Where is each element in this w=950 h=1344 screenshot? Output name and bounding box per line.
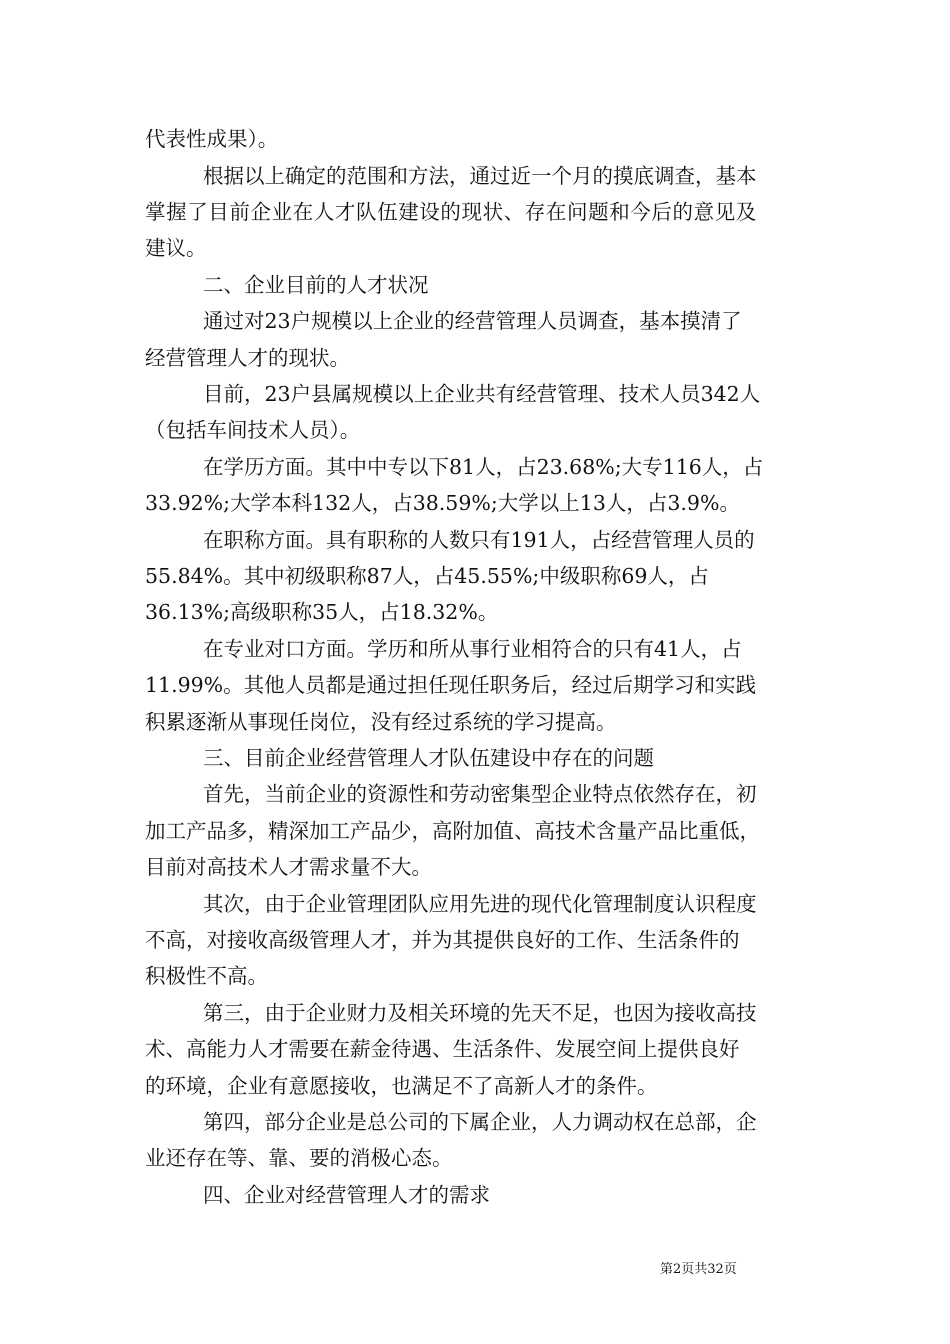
section-heading-3: 三、目前企业经营管理人才队伍建设中存在的问题 [203,746,654,770]
section-heading-4: 四、企业对经营管理人才的需求 [203,1183,490,1207]
text-line-19: 首先，当前企业的资源性和劳动密集型企业特点依然存在，初 [203,782,757,806]
text-line-3: 掌握了目前企业在人才队伍建设的现状、存在问题和今后的意见及 [145,200,757,224]
text-line-1: 代表性成果）。 [145,127,279,151]
text-line-2: 根据以上确定的范围和方法，通过近一个月的摸底调查，基本 [203,164,757,188]
text-line-4: 建议。 [145,236,207,260]
text-line-15: 在专业对口方面。学历和所从事行业相符合的只有41人，占 [203,637,742,661]
text-line-17: 积累逐渐从事现任岗位，没有经过系统的学习提高。 [145,710,617,734]
text-line-13: 55.84%。其中初级职称87人，占45.55%;中级职称69人，占 [145,564,709,588]
text-line-6: 通过对23户规模以上企业的经营管理人员调查，基本摸清了 [203,309,742,333]
text-line-9: （包括车间技术人员）。 [145,418,361,442]
text-line-26: 术、高能力人才需要在薪金待遇、生活条件、发展空间上提供良好 [145,1037,740,1061]
text-line-21: 目前对高技术人才需求量不大。 [145,855,432,879]
text-line-22: 其次，由于企业管理团队应用先进的现代化管理制度认识程度 [203,892,757,916]
text-line-12: 在职称方面。具有职称的人数只有191人，占经营管理人员的 [203,528,755,552]
text-line-7: 经营管理人才的现状。 [145,346,350,370]
text-line-28: 第四，部分企业是总公司的下属企业，人力调动权在总部，企 [203,1110,757,1134]
page-number-footer: 第2页共32页 [660,1262,737,1277]
section-heading-2: 二、企业目前的人才状况 [203,273,429,297]
text-line-27: 的环境，企业有意愿接收，也满足不了高新人才的条件。 [145,1074,658,1098]
text-line-20: 加工产品多，精深加工产品少，高附加值、高技术含量产品比重低， [145,819,760,843]
text-line-25: 第三，由于企业财力及相关环境的先天不足，也因为接收高技 [203,1001,757,1025]
text-line-11: 33.92%;大学本科132人，占38.59%;大学以上13人，占3.9%。 [145,491,740,515]
text-line-24: 积极性不高。 [145,964,268,988]
text-line-8: 目前，23户县属规模以上企业共有经营管理、技术人员342人 [203,382,761,406]
text-line-23: 不高，对接收高级管理人才，并为其提供良好的工作、生活条件的 [145,928,740,952]
text-line-16: 11.99%。其他人员都是通过担任现任职务后，经过后期学习和实践 [145,673,757,697]
text-line-10: 在学历方面。其中中专以下81人，占23.68%;大专116人，占 [203,455,764,479]
text-line-14: 36.13%;高级职称35人，占18.32%。 [145,600,499,624]
text-line-29: 业还存在等、靠、要的消极心态。 [145,1146,453,1170]
